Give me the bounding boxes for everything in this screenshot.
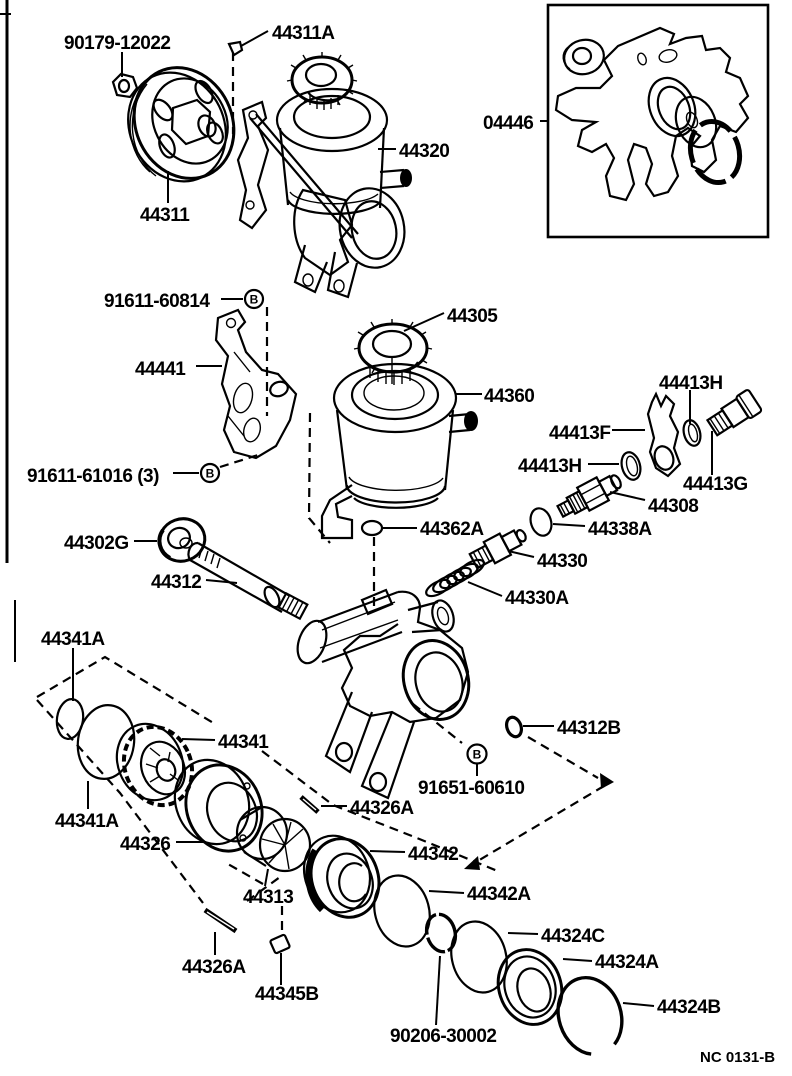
page-border-marks (0, 0, 15, 662)
label-44441: 44441 (135, 359, 186, 380)
bolt-marker-60814 (245, 290, 263, 308)
shaft-tip (279, 593, 308, 618)
label-91611-60814: 91611-60814 (104, 291, 210, 312)
reservoir-tank (322, 364, 478, 538)
label-04446: 04446 (483, 113, 534, 134)
svg-text:B: B (205, 466, 215, 481)
label-90206-30002: 90206-30002 (390, 1026, 497, 1047)
label-44324A: 44324A (595, 952, 659, 973)
cap2-scallops (354, 319, 432, 374)
label-91651-60610: 91651-60610 (418, 778, 525, 799)
gasket-kit-box (548, 5, 768, 237)
label-44320: 44320 (399, 141, 450, 162)
pump-bracket (216, 310, 296, 458)
bolt-letter: B (249, 292, 259, 307)
label-44342: 44342 (408, 844, 459, 865)
pump-assembly-44320 (238, 52, 412, 297)
label-44326A-second: 44326A (182, 957, 246, 978)
pulley (110, 51, 252, 198)
label-44360: 44360 (484, 386, 535, 407)
bolt-marker-61016 (201, 464, 219, 482)
cam-ring (163, 749, 275, 863)
spring-shape (424, 557, 487, 600)
dashed-assembly-lines (37, 52, 614, 934)
label-44338A: 44338A (588, 519, 652, 540)
drawing-code: NC 0131-B (700, 1049, 776, 1066)
bearing (153, 512, 211, 567)
label-44330: 44330 (537, 551, 588, 572)
label-44313: 44313 (243, 887, 294, 908)
part-labels (27, 23, 748, 1047)
label-44362A: 44362A (420, 519, 484, 540)
label-44341: 44341 (218, 732, 269, 753)
label-44342A: 44342A (467, 884, 531, 905)
arrowhead-right (600, 773, 614, 789)
pulley-pin (229, 42, 242, 55)
label-44324B: 44324B (657, 997, 721, 1018)
label-44324C: 44324C (541, 926, 605, 947)
label-44330A: 44330A (505, 588, 569, 609)
label-44326A-first: 44326A (350, 798, 414, 819)
label-44341A-first: 44341A (41, 629, 105, 650)
label-44305: 44305 (447, 306, 498, 327)
label-44311A: 44311A (272, 23, 335, 44)
label-44413H-lower: 44413H (518, 456, 582, 477)
label-44413H-upper: 44413H (659, 373, 723, 394)
label-44341A-second: 44341A (55, 811, 119, 832)
svg-text:B: B (472, 747, 482, 762)
label-44326: 44326 (120, 834, 171, 855)
plug-shape (705, 389, 762, 439)
label-44413F: 44413F (549, 423, 611, 444)
label-44312B: 44312B (557, 718, 621, 739)
label-90179-12022: 90179-12022 (64, 33, 171, 54)
label-44345B: 44345B (255, 984, 319, 1005)
label-44311: 44311 (140, 205, 190, 226)
bolt-marker-60610 (468, 745, 487, 764)
label-44302G: 44302G (64, 533, 129, 554)
label-44413G: 44413G (683, 474, 748, 495)
rear-housing (292, 590, 478, 798)
label-91611-61016: 91611-61016 (3) (27, 466, 159, 487)
label-44308: 44308 (648, 496, 699, 517)
label-44312: 44312 (151, 572, 202, 593)
